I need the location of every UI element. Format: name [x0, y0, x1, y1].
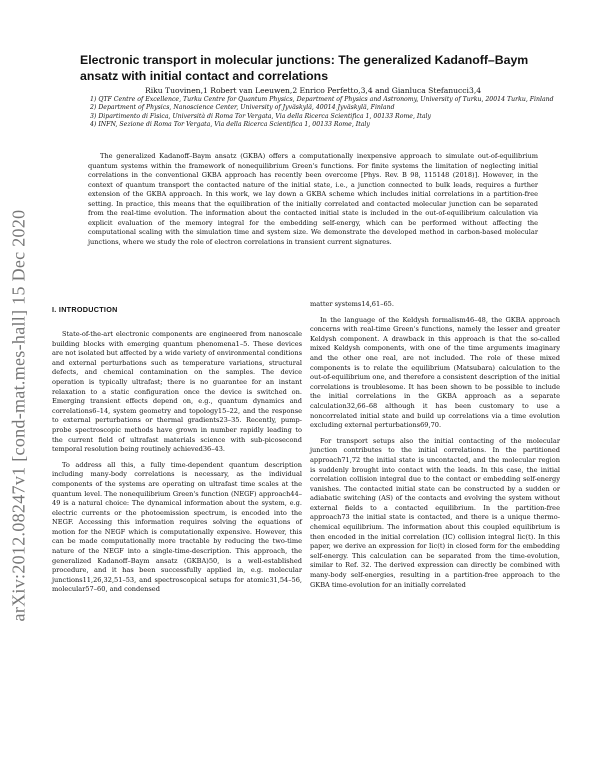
paragraph: matter systems14,61–65. [310, 300, 394, 308]
paper-title: Electronic transport in molecular junctions: The generalized Kadanoff–Baym ansatz with initial contact and correlations [80, 53, 529, 83]
affiliation-1: 1) QTF Centre of Excellence, Turku Centre for Quantum Physics, Department of Physics and Astronomy, University of Turku, 20014 Turku, Finland [90, 96, 554, 103]
paragraph: For transport setups also the initial contacting of the molecular junction contributes to the initial correlations. In the partitioned approach71,72 the initial state is uncontacted, and the molecular region is suddenly brought into contact with the leads. In this case, the initial correlation collision integral due to the contact or embedding self-energy vanishes. The contacted initial state can be constructed by a sudden or adiabatic switching (AS) of the contacts and evolving the system without external fields to a contacted equilibrium. In the partition-free approach73 the initial state is contacted, and there is a unique thermo-chemical equilibrium. The information about this coupled equilibrium is then encoded in the initial correlation (IC) collision integral Iic(t). In this paper, we derive an expression for Iic(t) in closed form for the embedding self-energy. This calculation can be separated from the time-evolution, similar to Ref. 32. The derived expression can directly be combined with many-body self-energies, resulting in a partition-free approach to the GKBA time-evolution for an initially correlated [310, 436, 560, 589]
paragraph: In the language of the Keldysh formalism46–48, the GKBA approach concerns with real-time Green's functions, namely the lesser and greater Keldysh component. A drawback in this approach is that the so-called mixed Keldysh components, with one of the time arguments imaginary and the other one real, are not included. The role of these mixed components is to relate the equilibrium (Matsubara) calculation to the out-of-equilibrium one, and therefore a consistent description of the initial correlations is troublesome. It has been shown to be possible to include the initial correlations in the GKBA approach as a separate calculation32,66–68 although it has been customary to use a noncorrelated initial state and build up correlations via a time evolution excluding external perturbations69,70. [310, 315, 560, 430]
affiliation-3: 3) Dipartimento di Fisica, Università di Roma Tor Vergata, Via della Ricerca Scientifica 1, 00133 Rome, Italy [90, 112, 431, 120]
paragraph: State-of-the-art electronic components are engineered from nanoscale building blocks with emerging quantum phenomena1–5. These devices are not isolated but affected by a wide variety of environmental conditions and external perturbations such as temperature variations, structural defects, and chemical contamination on the samples. The device operation is typically ultrafast; there is no guarantee for an instant relaxation to a static configuration once the device is switched on. Emerging transient effects depend on, e.g., quantum dynamics and correlations6–14, system geometry and topology15–22, and the response to external perturbations or thermal gradients23–35. Recently, pump-probe spectroscopic methods have grown in number rapidly leading to the current field of ultrafast materials science with sub-picosecond temporal resolution being routinely achieved36–43. [52, 330, 302, 454]
abstract: The generalized Kadanoff–Baym ansatz (GKBA) offers a computationally inexpensive approach to simulate out-of-equilibrium quantum systems within the framework of nonequilibrium Green's functions. For finite systems the limitation of neglecting initial correlations in the conventional GKBA approach has recently been overcome [Phys. Rev. B 98, 115148 (2018)]. However, in the context of quantum transport the contacted nature of the initial state, i.e., a junction connected to bulk leads, requires a further extension of the GKBA approach. In this work, we lay down a GKBA scheme which includes initial correlations in a partition-free setting. In practice, this means that the equilibration of the initially correlated and contacted molecular junction can be separated from the real-time evolution. The information about the contacted initial state is included in the out-of-equilibrium calculation via explicit evaluation of the memory integral for the embedding self-energy, which can be performed without affecting the computational scaling with the simulation time and system size. We demonstrate the developed method in carbon-based molecular junctions, where we study the role of electron correlations in transient current signatures. [88, 152, 538, 246]
author-list: Riku Tuovinen,1 Robert van Leeuwen,2 Enrico Perfetto,3,4 and Gianluca Stefanucci3,4 [145, 86, 482, 95]
affiliation-list [90, 96, 560, 130]
affiliation-4: 4) INFN, Sezione di Roma Tor Vergata, Via della Ricerca Scientifica 1, 00133 Rome, Italy [90, 121, 370, 129]
affiliation-2: 2) Department of Physics, Nanoscience Center, University of Jyväskylä, 40014 Jyväskylä, Finland [90, 104, 395, 112]
arxiv-identifier: arXiv:2012.08247v1 [cond-mat.mes-hall] 15 Dec 2020 [8, 209, 29, 621]
left-column [52, 330, 302, 601]
right-column [310, 300, 560, 596]
section-heading-introduction: I. INTRODUCTION [52, 305, 118, 314]
paragraph: To address all this, a fully time-dependent quantum description including many-body correlations is necessary, as the individual components of the systems are operating on ultrafast time scales at the quantum level. The nonequilibrium Green's function (NEGF) approach44–49 is a natural choice: The dynamical information about the system, e.g. electric currents or the photoemission spectrum, is encoded into the NEGF. Accessing this information requires solving the equations of motion for the NEGF which is computationally expensive. However, this can be made computationally more tractable by reducing the two-time nature of the NEGF into a single-time-description. This approach, the generalized Kadanoff–Baym ansatz (GKBA)50, is a well-established procedure, and it has been successfully applied in, e.g. molecular junctions11,26,32,51–53, and spectroscopical setups for atomic31,54–56, molecular57–60, and condensed [52, 460, 302, 594]
